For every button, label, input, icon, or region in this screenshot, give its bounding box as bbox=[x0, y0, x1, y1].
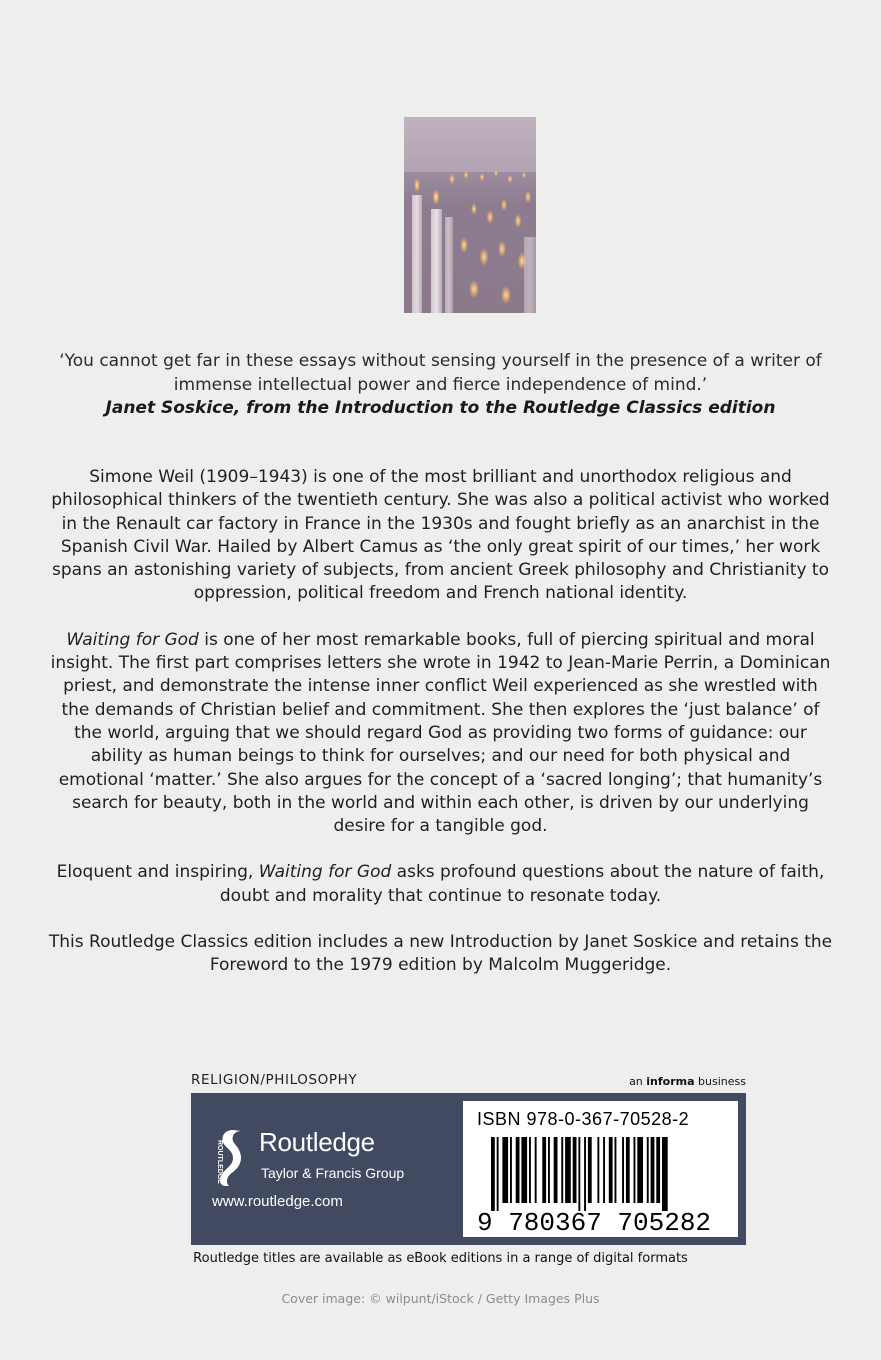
barcode-bar bbox=[561, 1137, 563, 1203]
book-description bbox=[48, 466, 833, 1001]
barcode-bar bbox=[535, 1137, 537, 1203]
barcode-bar bbox=[516, 1137, 520, 1203]
barcode-bar bbox=[578, 1137, 580, 1211]
barcode-bar bbox=[656, 1137, 660, 1203]
barcode-bar bbox=[597, 1137, 599, 1203]
quote-text: ‘You cannot get far in these essays without sensing yourself in the presence of a writer of immense intellectual power and fierce independence of mind.’ bbox=[59, 351, 822, 395]
barcode-bar bbox=[565, 1137, 571, 1203]
barcode-bar bbox=[529, 1137, 531, 1203]
barcode-bar bbox=[521, 1137, 527, 1203]
barcode-bar bbox=[634, 1137, 636, 1203]
isbn-label: ISBN 978-0-367-70528-2 bbox=[477, 1109, 690, 1129]
barcode-bar bbox=[662, 1137, 668, 1211]
barcode-bar bbox=[554, 1137, 558, 1203]
description-paragraph-4: This Routledge Classics edition includes a new Introduction by Janet Soskice and retains the Foreword to the 1979 edition by Malcolm Muggeridge. bbox=[48, 932, 833, 976]
barcode-bar bbox=[584, 1137, 586, 1211]
cover-photo-candles bbox=[404, 117, 536, 313]
barcode-bar bbox=[609, 1137, 613, 1203]
barcode-bar bbox=[622, 1137, 624, 1203]
quote-attribution: Janet Soskice, from the Introduction to the Routledge Classics edition bbox=[105, 398, 776, 418]
barcode-bar bbox=[626, 1137, 630, 1203]
barcode-bar bbox=[497, 1137, 499, 1211]
barcode-graphic bbox=[477, 1137, 725, 1233]
description-paragraph-2: Waiting for God is one of her most remarkable books, full of piercing spiritual and moral insight. The first part comprises letters she wrote in 1942 to Jean-Marie Perrin, a Dominican priest, and demonstrate the intense inner conflict Weil experienced as she wrestled with the demands of Christian belief and commitment. She then explores the ‘just balance’ of the world, arguing that we should regard God as providing two forms of guidance: our ability as human beings to think for ourselves; and our need for both physical and emotional ‘matter.’ She also argues for the concept of a ‘sacred longing’; that humanity’s search for beauty, both in the world and within each other, is driven by our underlying desire for a tangible god. bbox=[50, 629, 831, 837]
informa-business-tag: an informa business bbox=[629, 1075, 746, 1088]
ebook-availability-note: Routledge titles are available as eBook editions in a range of digital formats bbox=[193, 1251, 688, 1266]
publisher-panel bbox=[191, 1093, 746, 1245]
publisher-group: Taylor & Francis Group bbox=[261, 1165, 405, 1181]
description-paragraph-1: Simone Weil (1909–1943) is one of the most brilliant and unorthodox religious and philosophical thinkers of the twentieth century. She was also a political activist who worked in the Renault car factory in France in the 1930s and fought briefly as an anarchist in the Spanish Civil War. Hailed by Albert Camus as ‘the only great spirit of our times,’ her work spans an astonishing variety of subjects, from ancient Greek philosophy and Christianity to oppression, political freedom and French national identity. bbox=[51, 467, 830, 604]
barcode-bar bbox=[588, 1137, 592, 1203]
description-paragraph-3: Eloquent and inspiring, Waiting for God asks profound questions about the nature of faith, doubt and morality that continue to resonate today. bbox=[56, 862, 825, 906]
barcode-bar bbox=[510, 1137, 512, 1203]
subject-category: RELIGION/PHILOSOPHY bbox=[191, 1072, 358, 1088]
isbn-digits: 9 780367 705282 bbox=[477, 1208, 712, 1233]
barcode-bar bbox=[548, 1137, 550, 1203]
publisher-name: Routledge bbox=[259, 1127, 375, 1157]
routledge-vertical-text: ROUTLEDGE bbox=[216, 1140, 223, 1184]
barcode-bar bbox=[573, 1137, 577, 1203]
barcode-bar bbox=[502, 1137, 508, 1203]
book-title-italic: Waiting for God bbox=[258, 862, 392, 883]
publisher-url[interactable]: www.routledge.com bbox=[212, 1193, 343, 1210]
barcode-bar bbox=[637, 1137, 643, 1203]
cover-image-credit: Cover image: © wilpunt/iStock / Getty Images Plus bbox=[281, 1291, 600, 1306]
barcode-bar bbox=[647, 1137, 649, 1203]
barcode-bar bbox=[542, 1137, 546, 1203]
barcode-bar bbox=[491, 1137, 495, 1211]
book-title-italic: Waiting for God bbox=[66, 629, 199, 650]
barcode-bar bbox=[615, 1137, 617, 1203]
barcode-bar bbox=[651, 1137, 655, 1203]
review-quote bbox=[40, 350, 841, 421]
routledge-logo-icon bbox=[211, 1128, 247, 1188]
isbn-barcode bbox=[463, 1101, 738, 1237]
barcode-bar bbox=[603, 1137, 605, 1203]
